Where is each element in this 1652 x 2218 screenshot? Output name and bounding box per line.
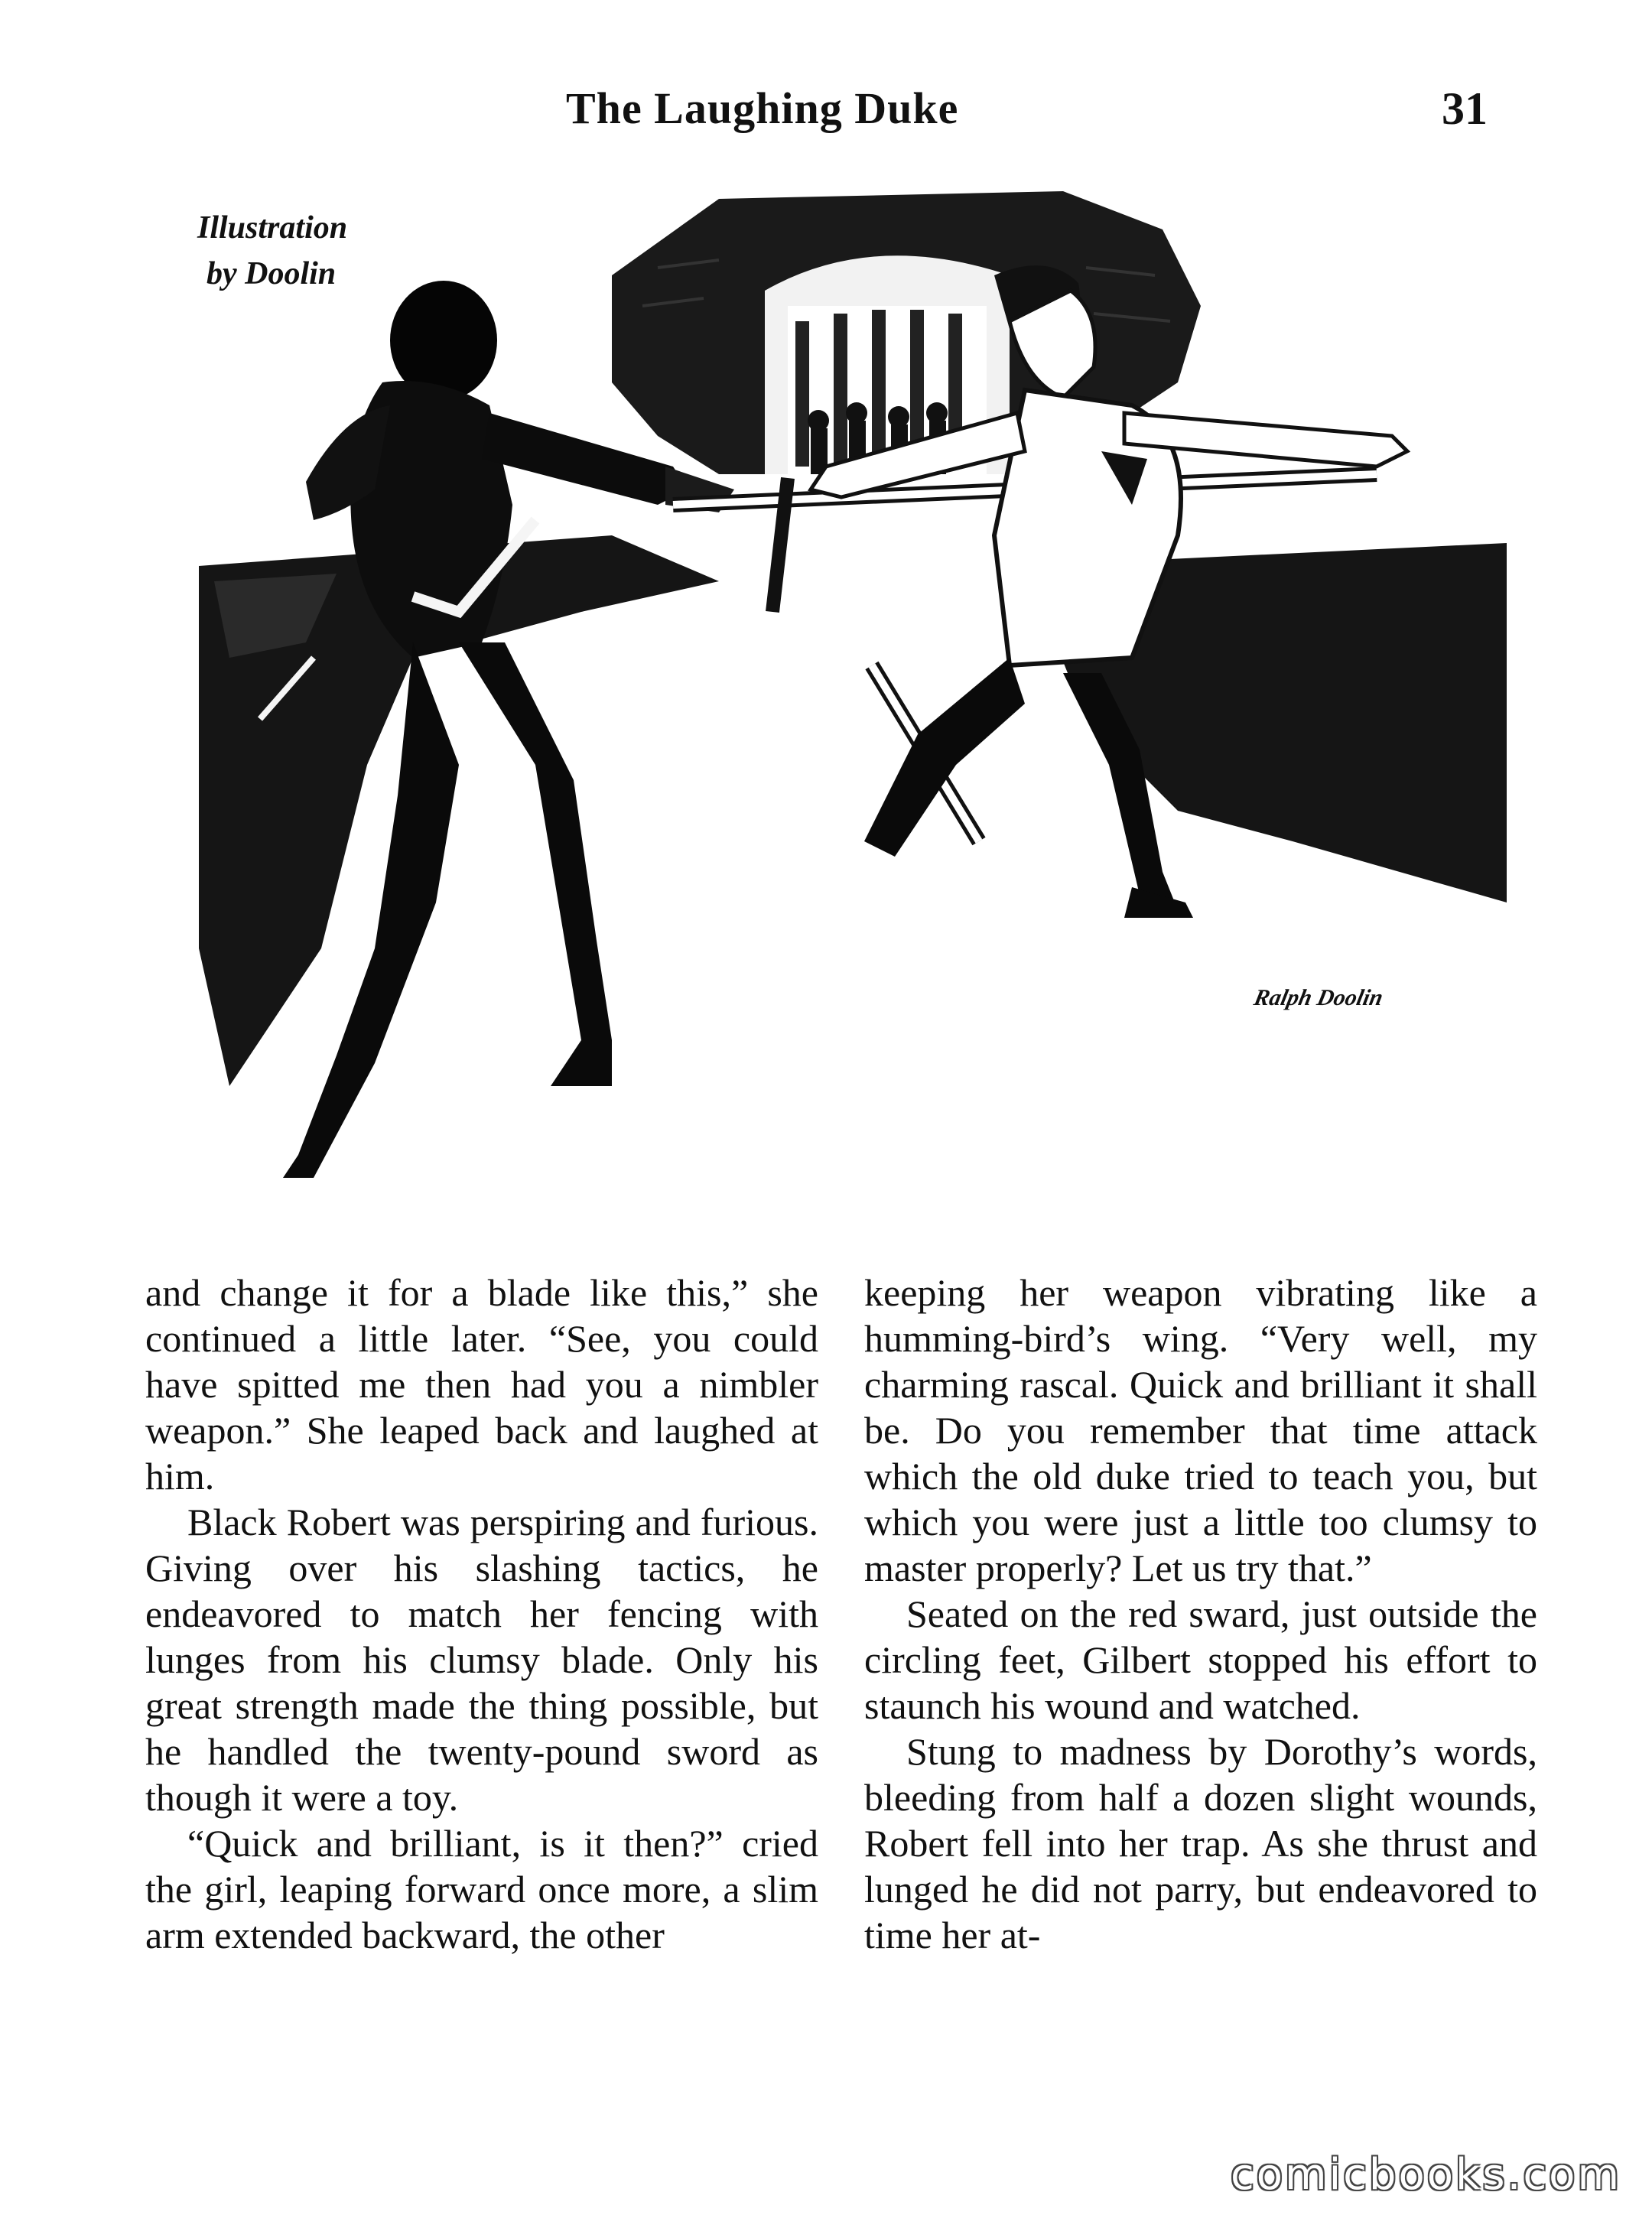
illustration-credit — [197, 205, 347, 297]
fencing-illustration — [184, 184, 1507, 1185]
credit-line-artist: by Doolin — [206, 256, 337, 291]
paragraph: and change it for a blade like this,” she continued a little later. “See, you could have spitted me then had you a nimbler weapon.” She leaped back and laughed at him. — [145, 1271, 818, 1498]
running-head — [0, 83, 1652, 151]
page-number: 31 — [1442, 83, 1488, 134]
credit-line-illustration: Illustration — [197, 210, 348, 246]
paragraph: Stung to madness by Dorothy’s words, bleeding from half a dozen slight wounds, Robert fell into her trap. As she thrust and lunged he did not parry, but endeavored to time her at- — [864, 1730, 1537, 1956]
text-column-left — [145, 1270, 818, 1958]
text-column-right — [864, 1270, 1537, 1958]
paragraph: “Quick and brilliant, is it then?” cried the girl, leaping forward once more, a slim arm extended backward, the other — [145, 1822, 818, 1956]
page-title: The Laughing Duke — [566, 83, 959, 133]
artist-signature: Ralph Doolin — [1251, 985, 1386, 1010]
paragraph: Black Robert was perspiring and furious. Giving over his slashing tactics, he endeavored to match her fencing with lunges from his clumsy blade. Only his great strength made the thing possible, but he handled the twenty-pound sword as though it were a toy. — [145, 1501, 818, 1819]
watermark: comicbooks.com — [1230, 2150, 1621, 2200]
paragraph: keeping her weapon vibrating like a humming-bird’s wing. “Very well, my charming rascal. Quick and brilliant it shall be. Do you remember that time attack which the old duke tried to teach you, but which you were just a little too clumsy to master properly? Let us try that.” — [864, 1271, 1537, 1589]
paragraph: Seated on the red sward, just outside the circling feet, Gilbert stopped his effort to staunch his wound and watched. — [864, 1592, 1537, 1727]
fencing-illustration-drawing — [184, 184, 1507, 1185]
